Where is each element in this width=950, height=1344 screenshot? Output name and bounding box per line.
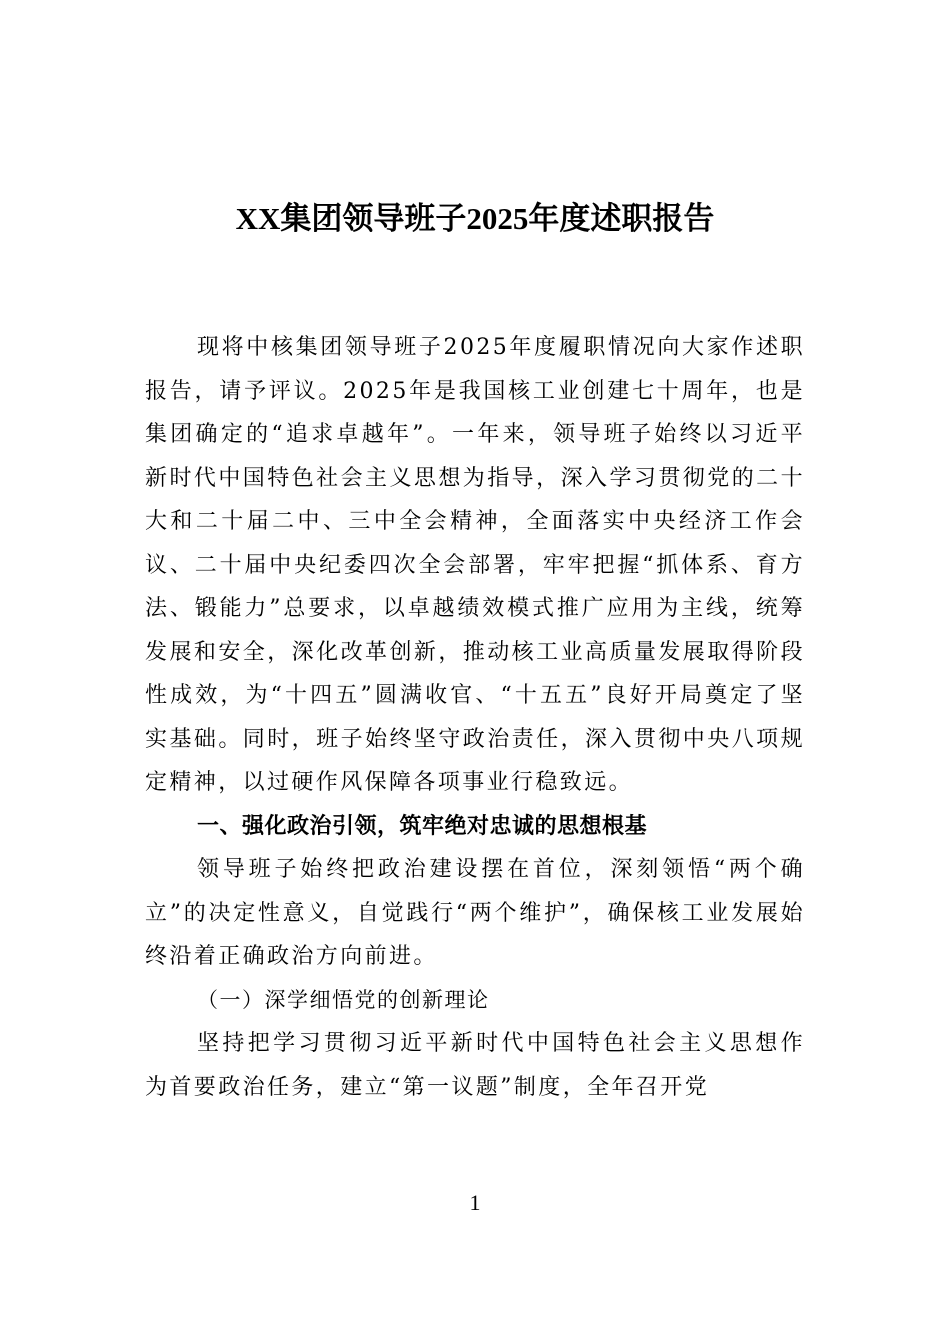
section-1-paragraph: 领导班子始终把政治建设摆在首位，深刻领悟“两个确立”的决定性意义，自觉践行“两个维护”，确保核工业发展始终沿着正确政治方向前进。 — [145, 857, 805, 969]
document-title: XX集团领导班子2025年度述职报告 — [235, 201, 715, 236]
section-heading-1: 一、强化政治引领，筑牢绝对忠诚的思想根基 — [197, 813, 648, 839]
page-number: 1 — [469, 1190, 481, 1215]
subsection-1-paragraph: 坚持把学习贯彻习近平新时代中国特色社会主义思想作为首要政治任务，建立“第一议题”制度，全年召开党 — [145, 1031, 805, 1100]
document-body — [145, 326, 805, 1109]
subsection-heading-1: （一）深学细悟党的创新理论 — [197, 987, 490, 1012]
intro-paragraph: 现将中核集团领导班子2025年度履职情况向大家作述职报告，请予评议。2025年是我国核工业创建七十周年，也是集团确定的“追求卓越年”。一年来，领导班子始终以习近平新时代中国特色社会主义思想为指导，深入学习贯彻党的二十大和二十届二中、三中全会精神，全面落实中央经济工作会议、二十届中央纪委四次全会部署，牢牢把握“抓体系、育方法、锻能力”总要求，以卓越绩效模式推广应用为主线，统筹发展和安全，深化改革创新，推动核工业高质量发展取得阶段性成效，为“十四五”圆满收官、“十五五”良好开局奠定了坚实基础。同时，班子始终坚守政治责任，深入贯彻中央八项规定精神，以过硬作风保障各项事业行稳致远。 — [145, 335, 805, 795]
